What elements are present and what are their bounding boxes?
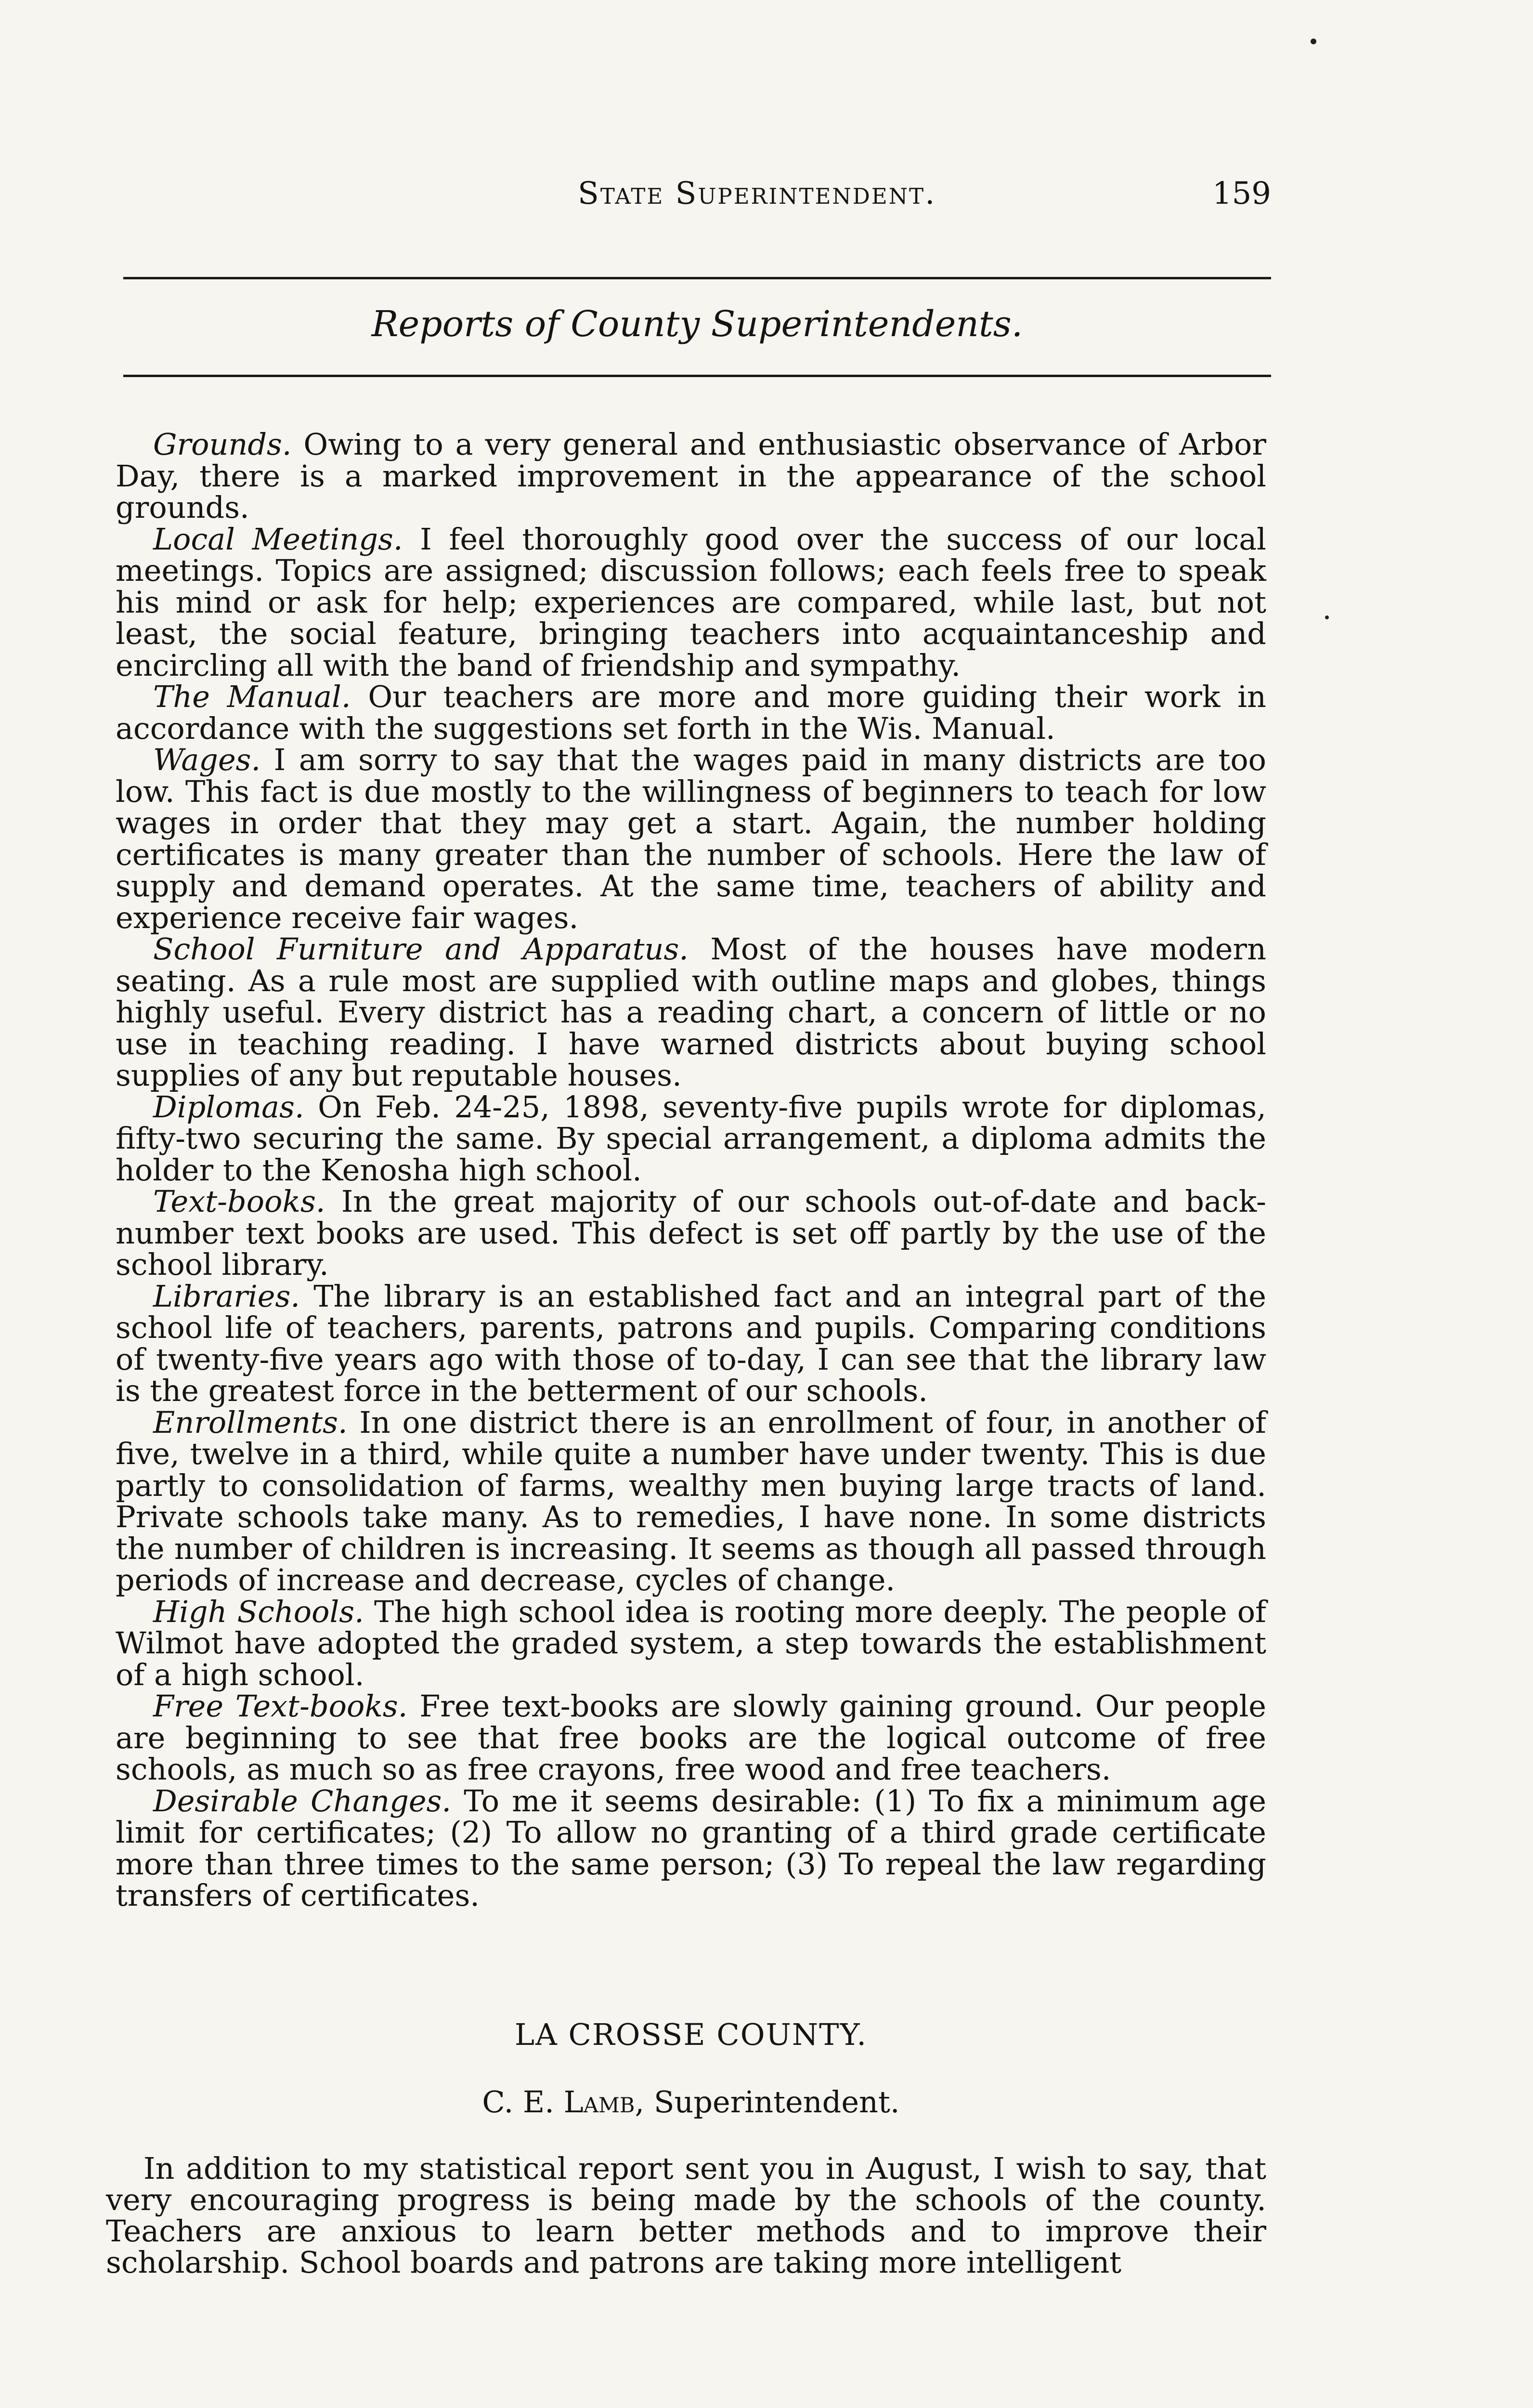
topic-heading: Grounds.	[153, 427, 292, 462]
superintendent-role: , Superintendent.	[635, 2084, 900, 2120]
paragraph-text: In the great majority of our schools out-of-date and back-number text books are used. This defect is set off partly by the use of the school library.	[116, 1184, 1266, 1282]
paragraph-text: Most of the houses have modern seating. As a rule most are supplied with outline maps and globes, things highly useful. Every district has a reading chart, a concern of little or no use in teaching reading. I have warned districts about buying school supplies of any but reputable houses.	[116, 931, 1267, 1093]
paragraph-enrollments	[116, 1404, 1266, 1597]
paragraph-high-schools	[116, 1596, 1266, 1691]
paragraph-text: In one district there is an enrollment of four, in another of five, twelve in a third, while quite a number have under twenty. This is due partly to consolidation of farms, wealthy men buying large tracts of land. Private schools take many. As to remedies, I have none. In some districts the number of children is increasing. It seems as though all passed through periods of increase and decrease, cycles of change.	[116, 1404, 1266, 1597]
topic-heading: School Furniture and Apparatus.	[153, 931, 689, 967]
topic-heading: Enrollments.	[153, 1404, 348, 1440]
topic-heading: Free Text-books.	[153, 1688, 408, 1724]
topic-heading: Local Meetings.	[153, 521, 403, 557]
paragraph-grounds	[116, 429, 1266, 523]
paragraph-text: The library is an established fact and an integral part of the school life of teachers, parents, patrons and pupils. Comparing conditions of twenty-five years ago with those of to-day, I can see that the library law is the greatest force in the betterment of our schools.	[116, 1278, 1266, 1408]
superintendent-name: C. E. Lamb	[482, 2084, 635, 2120]
paragraph-desirable-changes	[116, 1785, 1266, 1911]
paragraph-opening	[106, 2153, 1266, 2278]
county-report-body	[106, 2153, 1266, 2278]
paragraph-text: Free text-books are slowly gaining ground. Our people are beginning to see that free books are the logical outcome of free schools, as much so as free crayons, free wood and free teachers.	[116, 1688, 1266, 1787]
topic-heading: The Manual.	[153, 679, 351, 714]
paragraph-text: Our teachers are more and more guiding their work in accordance with the suggestions set forth in the Wis. Manual.	[116, 679, 1266, 746]
paragraph-text: In addition to my statistical report sent you in August, I wish to say, that very encouraging progress is being made by the schools of the county. Teachers are anxious to learn better methods and to improve their scholarship. School boards and patrons are taking more intelligent	[106, 2151, 1266, 2280]
paragraph-text: The high school idea is rooting more deeply. The people of Wilmot have adopted the graded system, a step towards the establishment of a high school.	[116, 1594, 1266, 1692]
paragraph-text: On Feb. 24-25, 1898, seventy-five pupils wrote for diplomas, fifty-two securing the same. By special arrangement, a diploma admits the holder to the Kenosha high school.	[116, 1089, 1266, 1188]
topic-heading: Libraries.	[153, 1278, 300, 1314]
running-title: State Superintendent.	[578, 176, 936, 211]
topic-heading: Diplomas.	[153, 1089, 304, 1125]
section-title: Reports of County Superintendents.	[371, 303, 1023, 345]
paragraph-text: To me it seems desirable: (1) To fix a minimum age limit for certificates; (2) To allow no granting of a third grade certificate more than three times to the same person; (3) To repeal the law regarding transfers of certificates.	[116, 1783, 1266, 1913]
paragraph-manual	[116, 681, 1266, 744]
page-number: 159	[1212, 176, 1271, 211]
paragraph-furniture	[116, 933, 1266, 1091]
topic-heading: Desirable Changes.	[153, 1783, 452, 1819]
paragraph-local-meetings	[116, 523, 1266, 681]
topic-heading: High Schools.	[153, 1594, 364, 1629]
county-heading: LA CROSSE COUNTY.	[514, 2017, 868, 2052]
print-speck	[1325, 615, 1329, 619]
report-body	[116, 429, 1266, 1911]
paragraph-diplomas	[116, 1091, 1266, 1186]
paragraph-wages	[116, 744, 1266, 933]
superintendent-line	[116, 2085, 1266, 2119]
paragraph-text: I feel thoroughly good over the success of our local meetings. Topics are assigned; discussion follows; each feels free to speak his mind or ask for help; experiences are compared, while last, but not least, the social feature, bringing teachers into acquaintanceship and encircling all with the band of friendship and sympathy.	[116, 521, 1267, 683]
paragraph-text: I am sorry to say that the wages paid in many districts are too low. This fact is due mostly to the willingness of beginners to teach for low wages in order that they may get a start. Again, the number holding certificates is many greater than the number of schools. Here the law of supply and demand operates. At the same time, teachers of ability and experience receive fair wages.	[116, 742, 1266, 935]
print-speck	[1311, 39, 1316, 44]
paragraph-free-text-books	[116, 1690, 1266, 1785]
header-rule-bottom	[123, 375, 1271, 377]
paragraph-libraries	[116, 1278, 1266, 1408]
topic-heading: Text-books.	[153, 1184, 325, 1219]
header-rule-top	[123, 277, 1271, 279]
topic-heading: Wages.	[153, 742, 261, 777]
paragraph-text: Owing to a very general and enthusiastic observance of Arbor Day, there is a marked improvement in the appearance of the school grounds.	[116, 427, 1266, 525]
paragraph-text-books	[116, 1186, 1266, 1281]
